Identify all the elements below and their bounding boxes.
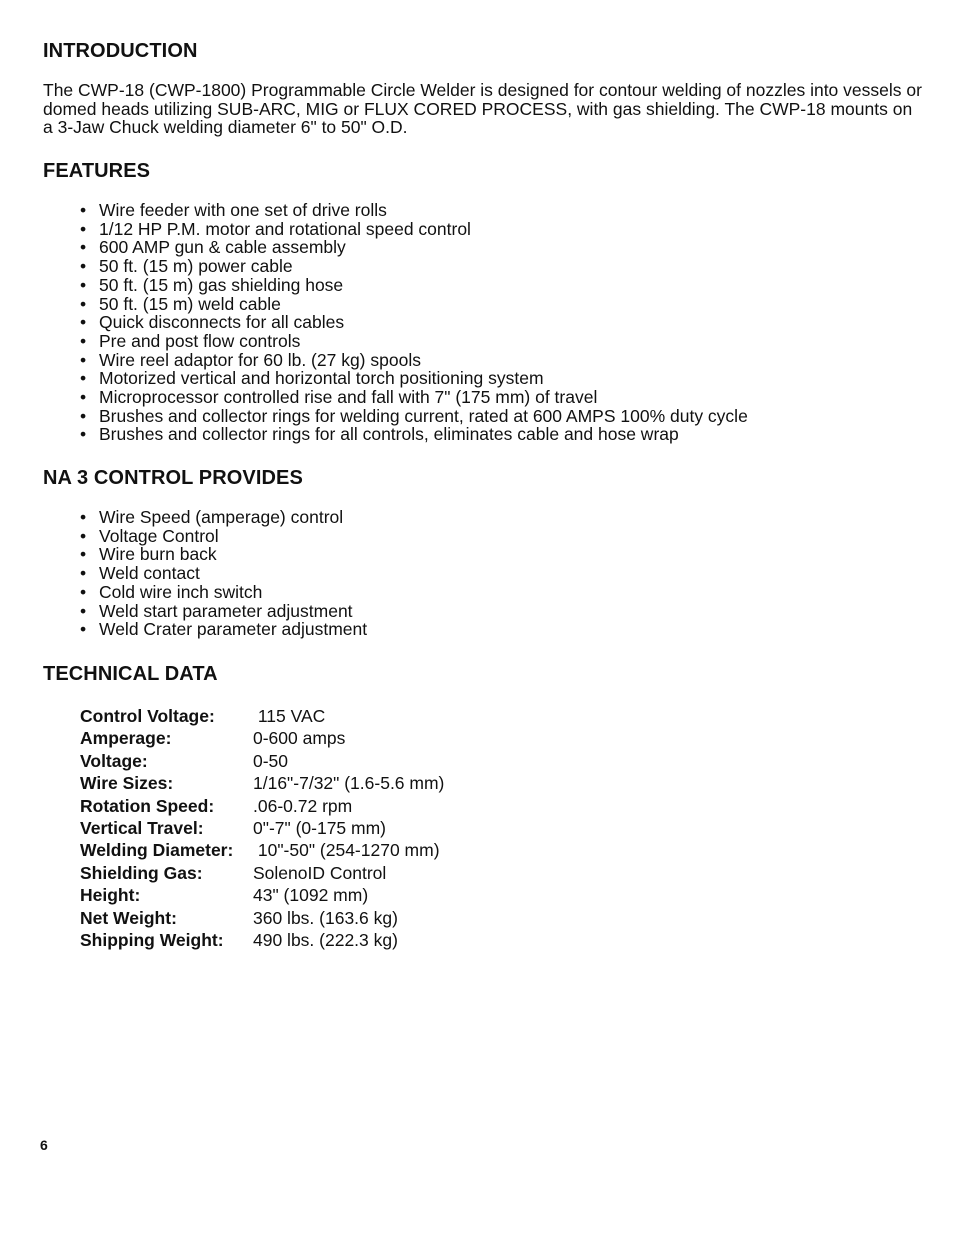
list-item: • Wire feeder with one set of drive rolls xyxy=(80,201,748,220)
list-item: • Wire Speed (amperage) control xyxy=(80,508,367,527)
features-heading: FEATURES xyxy=(43,160,151,182)
list-item: • 50 ft. (15 m) power cable xyxy=(80,257,748,276)
spec-label: Control Voltage: xyxy=(80,706,215,726)
table-row xyxy=(80,772,444,794)
spec-label: Voltage: xyxy=(80,750,148,771)
spec-label: Welding Diameter: xyxy=(80,840,234,861)
list-item: • Wire reel adaptor for 60 lb. (27 kg) spools xyxy=(80,351,748,370)
list-item: • 1/12 HP P.M. motor and rotational speed control xyxy=(80,220,748,239)
spec-value: 10"-50" (254-1270 mm) xyxy=(253,840,440,861)
spec-label: Shielding Gas: xyxy=(80,862,203,883)
table-row xyxy=(80,705,444,727)
spec-label: Amperage: xyxy=(80,728,172,749)
table-row xyxy=(80,862,444,884)
list-item: • Voltage Control xyxy=(80,527,367,546)
spec-value: .06-0.72 rpm xyxy=(253,795,353,816)
features-list xyxy=(80,201,748,444)
list-item: • 50 ft. (15 m) gas shielding hose xyxy=(80,276,748,295)
list-item: • Quick disconnects for all cables xyxy=(80,313,748,332)
spec-value: 0"-7" (0-175 mm) xyxy=(253,818,387,839)
table-row xyxy=(80,750,444,772)
table-row xyxy=(80,795,444,817)
spec-label: Net Weight: xyxy=(80,907,177,928)
spec-value: SolenoID Control xyxy=(253,862,387,883)
list-item: • Cold wire inch switch xyxy=(80,583,367,602)
list-item: • Brushes and collector rings for welding current, rated at 600 AMPS 100% duty cycle xyxy=(80,407,748,426)
list-item: • Microprocessor controlled rise and fall with 7" (175 mm) of travel xyxy=(80,388,748,407)
table-row xyxy=(80,907,444,929)
list-item: • Motorized vertical and horizontal torch positioning system xyxy=(80,369,748,388)
list-item: • Pre and post flow controls xyxy=(80,332,748,351)
list-item: • Weld contact xyxy=(80,564,367,583)
list-item: • 600 AMP gun & cable assembly xyxy=(80,238,748,257)
spec-value: 43" (1092 mm) xyxy=(253,885,369,906)
spec-label: Height: xyxy=(80,885,141,906)
introduction-heading: INTRODUCTION xyxy=(43,40,198,62)
table-row xyxy=(80,727,444,749)
list-item: • 50 ft. (15 m) weld cable xyxy=(80,295,748,314)
list-item: • Brushes and collector rings for all controls, eliminates cable and hose wrap xyxy=(80,425,748,444)
table-row xyxy=(80,884,444,906)
list-item: • Wire burn back xyxy=(80,545,367,564)
spec-value: 115 VAC xyxy=(253,706,326,726)
list-item: • Weld start parameter adjustment xyxy=(80,602,367,621)
spec-value: 0-50 xyxy=(253,750,289,771)
na3-list xyxy=(80,508,367,639)
table-row xyxy=(80,817,444,839)
technical-data-table xyxy=(80,705,444,951)
spec-label: Rotation Speed: xyxy=(80,795,215,816)
spec-value: 0-600 amps xyxy=(253,728,346,749)
spec-value: 1/16"-7/32" (1.6-5.6 mm) xyxy=(253,773,445,794)
page-number: 6 xyxy=(40,1137,48,1153)
spec-label: Shipping Weight: xyxy=(80,930,224,951)
introduction-text: The CWP-18 (CWP-1800) Programmable Circle Welder is designed for contour welding of nozzles into vessels or domed heads utilizing SUB-ARC, MIG or FLUX CORED PROCESS, with gas shielding. The CWP-18 mounts on a 3-Jaw Chuck welding diameter 6" to 50" O.D. xyxy=(43,80,922,138)
spec-label: Vertical Travel: xyxy=(80,818,204,839)
table-row xyxy=(80,839,444,861)
spec-label: Wire Sizes: xyxy=(80,773,174,794)
spec-value: 490 lbs. (222.3 kg) xyxy=(253,930,398,951)
list-item: • Weld Crater parameter adjustment xyxy=(80,620,367,639)
table-row xyxy=(80,929,444,951)
spec-value: 360 lbs. (163.6 kg) xyxy=(253,907,398,928)
na3-heading: NA 3 CONTROL PROVIDES xyxy=(43,467,303,489)
technical-heading: TECHNICAL DATA xyxy=(43,663,218,685)
